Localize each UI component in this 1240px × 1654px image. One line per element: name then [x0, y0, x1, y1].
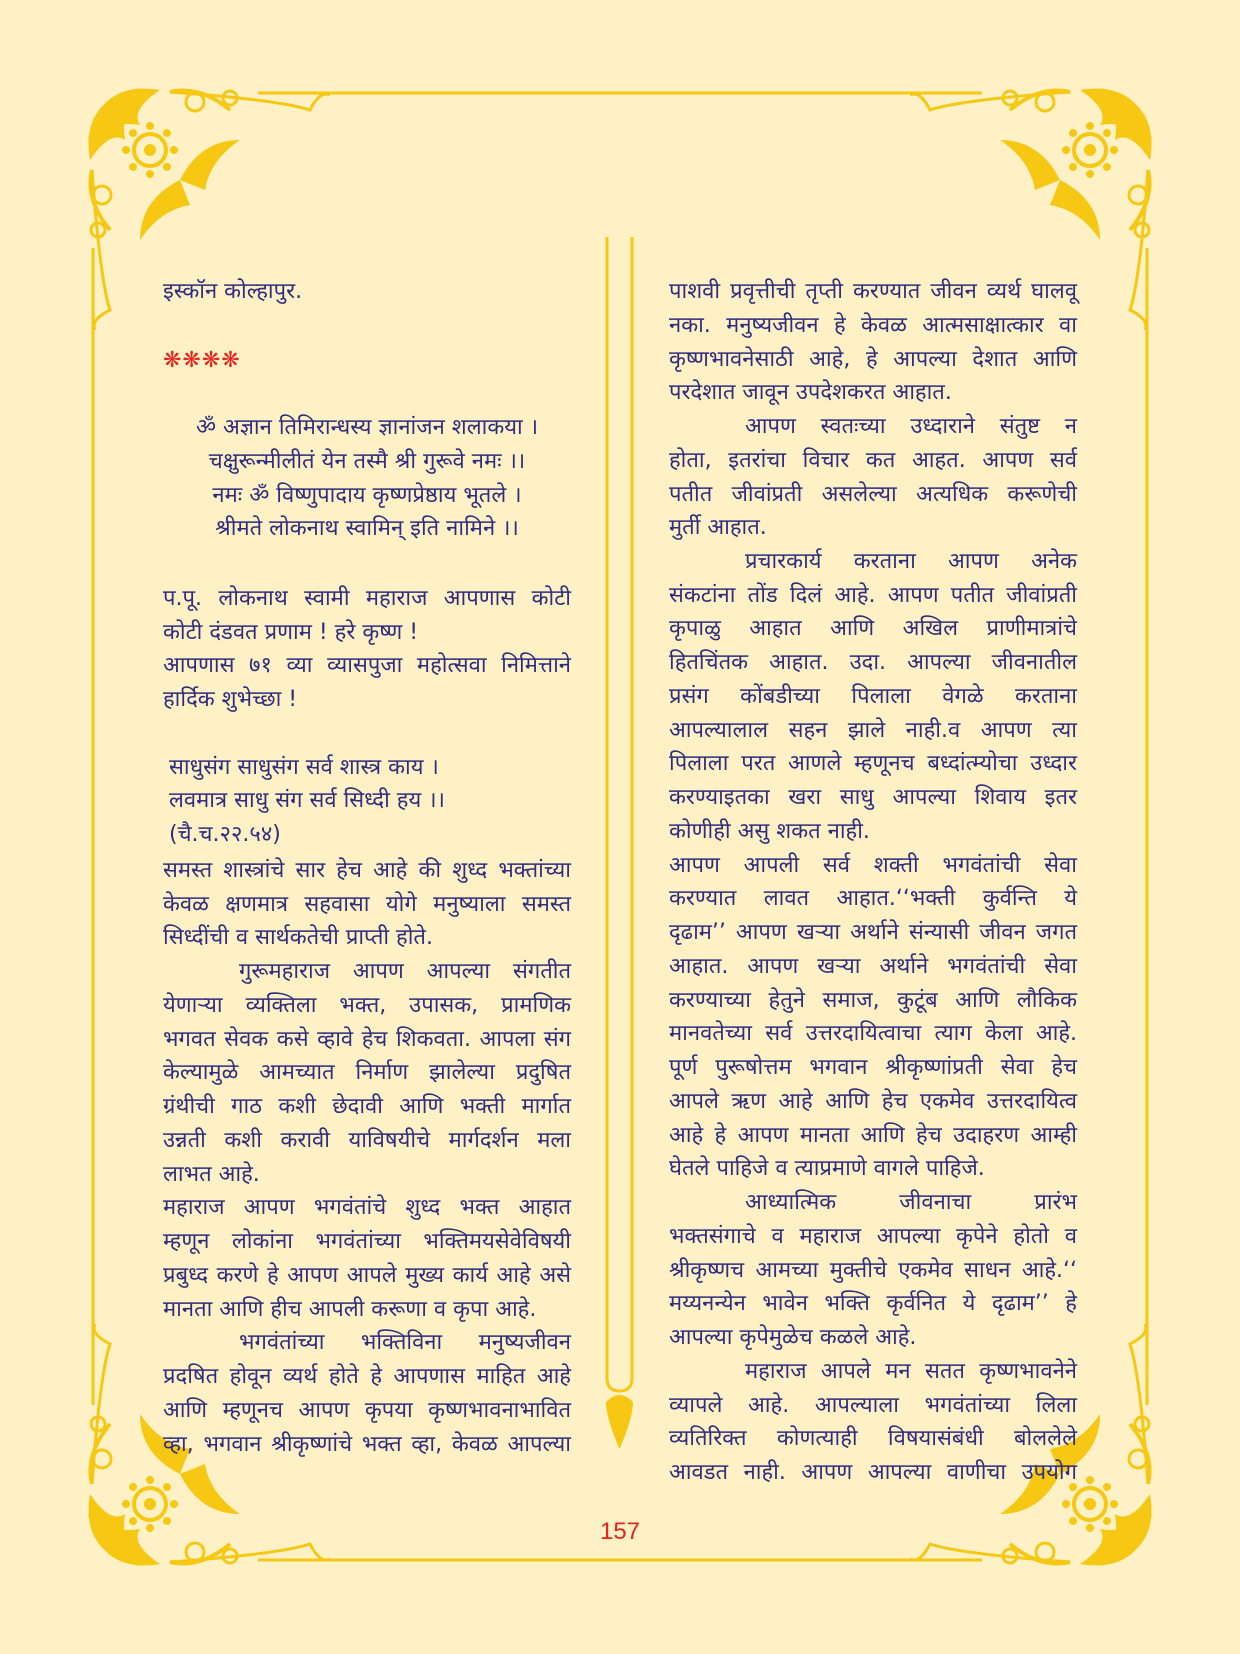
- column-divider: [607, 237, 632, 1391]
- text-line: आहे हे आपण मानता आणि हेच उदाहरण आम्ही: [669, 1122, 1077, 1148]
- text-line: म्हणून लोकांना भगवंतांच्या भक्तिमयसेवेविषयी: [163, 1229, 571, 1255]
- text-line: व्यापले आहे. आपल्याला भगवंतांच्या लिला: [669, 1392, 1077, 1418]
- text-line: मानता आणि हीच आपली करूणा व कृपा आहे.: [163, 1296, 537, 1322]
- text-line: सिध्दींची व सार्थकतेची प्राप्ती होते.: [163, 925, 433, 951]
- stars-separator-icon: ❋❋❋❋: [163, 347, 241, 373]
- text-line: कोटी दंडवत प्रणाम ! हरे कृष्ण !: [163, 619, 419, 645]
- text-line: महाराज आपले मन सतत कृष्णभावनेने: [745, 1358, 1077, 1384]
- text-line: प्रसंग कोंबडीच्या पिलाला वेगळे करताना: [669, 683, 1077, 709]
- text-line: कृपाळु आहात आणि अखिल प्राणीमात्रांचे: [669, 616, 1077, 642]
- text-line: महाराज आपण भगवंतांचे शुध्द भक्त आहात: [163, 1195, 571, 1221]
- text-line: व्हा, भगवान श्रीकृष्णांचे भक्त व्हा, केवळ आपल्या: [163, 1431, 571, 1457]
- text-line: आपल्या कृपेमुळेच कळले आहे.: [669, 1325, 917, 1351]
- text-line: परदेशात जावून उपदेशकरत आहात.: [669, 380, 952, 406]
- signature-line: इस्कॉन कोल्हापुर.: [163, 279, 303, 305]
- text-line: नका. मनुष्यजीवन हे केवळ आत्मसाक्षात्कार वा: [669, 312, 1077, 338]
- text-line: मय्यनन्येन भावेन भक्ति कृर्वनित ये दृढाम’’ हे: [669, 1291, 1077, 1317]
- text-line: पिलाला परत आणले म्हणूनच बध्दांत्म्योचा उध्दार: [669, 751, 1077, 777]
- page-number: 157: [599, 1518, 641, 1545]
- text-line: प.पू. लोकनाथ स्वामी महाराज आपणास कोटी: [163, 585, 571, 611]
- text-line: दृढाम’’ आपण खऱ्या अर्थाने संन्यासी जीवन जगत: [669, 920, 1077, 946]
- text-line: येणाऱ्या व्यक्तिला भक्त, उपासक, प्रामणिक: [163, 992, 571, 1018]
- text-line: मानवतेच्या सर्व उत्तरदायित्वाचा त्याग केला आहे.: [669, 1021, 1077, 1047]
- text-line: पूर्ण पुरूषोत्तम भगवान श्रीकृष्णांप्रती सेवा हेच: [669, 1055, 1077, 1081]
- text-line: आहात. आपण खऱ्या अर्थाने भगवंतांची सेवा: [669, 953, 1077, 979]
- verse-line: ॐ अज्ञान तिमिरान्धस्य ज्ञानांजन शलाकया ।: [195, 415, 539, 441]
- text-line: श्रीकृष्णच आमच्या मुक्तीचे एकमेव साधन आहे.‘‘: [669, 1257, 1077, 1283]
- text-line: समस्त शास्त्रांचे सार हेच आहे की शुध्द भक्तांच्या: [163, 857, 571, 883]
- text-line: आध्यात्मिक जीवनाचा प्रारंभ: [745, 1190, 1077, 1216]
- text-line: भक्तसंगाचे व महाराज आपल्या कृपेने होतो व: [669, 1223, 1077, 1249]
- text-line: प्रचारकार्य करताना आपण अनेक: [745, 549, 1077, 574]
- text-line: साधुसंग साधुसंग सर्व शास्त्र काय ।: [169, 754, 439, 780]
- text-line: केवळ क्षणमात्र सहवासा योगे मनुष्याला समस्त: [163, 891, 571, 917]
- text-line: लवमात्र साधु संग सर्व सिध्दी हय ।।: [169, 788, 445, 814]
- verse-line: नमः ॐ विष्णुपादाय कृष्णप्रेष्ठाय भूतले ।: [212, 482, 522, 508]
- verse-line: श्रीमते लोकनाथ स्वामिन् इति नामिने ।।: [215, 516, 519, 542]
- text-line: उन्नती कशी करावी याविषयीचे मार्गदर्शन मला: [163, 1127, 571, 1153]
- text-line: व्यतिरिक्त कोणत्याही विषयासंबंधी बोललेले: [669, 1426, 1077, 1452]
- text-line: प्रबुध्द करणे हे आपण आपले मुख्य कार्य आहे असे: [163, 1262, 571, 1288]
- text-line: हार्दिक शुभेच्छा !: [163, 687, 298, 713]
- text-line: आपण स्वतःच्या उध्दाराने संतुष्ट न: [745, 414, 1077, 440]
- text-line: कृष्णभावनेसाठी आहे, हे आपल्या देशात आणि: [669, 346, 1077, 372]
- text-line: (चै.च.२२.५४): [169, 822, 281, 848]
- text-line: पतीत जीवांप्रती असलेल्या अत्यधिक करूणेची: [669, 481, 1077, 507]
- text-line: होता, इतरांचा विचार कत आहत. आपण सर्व: [669, 447, 1077, 473]
- text-line: केल्यामुळे आमच्यात निर्माण झालेल्या प्रदुषित: [163, 1060, 571, 1086]
- text-line: आणि म्हणूनच आपण कृपया कृष्णभावनाभावित: [163, 1397, 571, 1423]
- text-line: कोणीही असु शकत नाही.: [669, 818, 870, 844]
- text-line: गुरूमहाराज आपण आपल्या संगतीत: [239, 959, 571, 985]
- text-line: आपण आपली सर्व शक्ती भगवंतांची सेवा: [669, 852, 1077, 878]
- text-line: भगवत सेवक कसे व्हावे हेच शिकवता. आपला संग: [163, 1026, 571, 1052]
- text-line: करण्याच्या हेतुने समाज, कुटूंब आणि लौकिक: [669, 987, 1077, 1013]
- text-line: करण्याइतका खरा साधु आपल्या शिवाय इतर: [669, 785, 1077, 811]
- text-line: लाभत आहे.: [163, 1161, 260, 1187]
- text-line: प्रदषित होवून व्यर्थ होते हे आपणास माहित आहे: [163, 1364, 571, 1390]
- text-line: भगवंतांच्या भक्तिविना मनुष्यजीवन: [239, 1330, 571, 1356]
- text-line: मुर्ती आहात.: [669, 515, 767, 541]
- verse-line: चक्षुरून्मीलीतं येन तस्मै श्री गुरूवे नमः ।।: [208, 448, 526, 474]
- text-line: हितचिंतक आहात. उदा. आपल्या जीवनातील: [669, 650, 1077, 676]
- text-line: आपले ऋण आहे आणि हेच एकमेव उत्तरदायित्व: [669, 1088, 1077, 1114]
- column-divider-drop-icon: [606, 1395, 633, 1449]
- text-line: घेतले पाहिजे व त्याप्रमाणे वागले पाहिजे.: [669, 1156, 985, 1182]
- text-line: आपणास ७१ व्या व्यासपुजा महोत्सवा निमित्ताने: [163, 653, 571, 679]
- text-line: आपल्यालाल सहन झाले नाही.व आपण त्या: [669, 717, 1077, 743]
- text-line: आवडत नाही. आपण आपल्या वाणीचा उपयोग: [669, 1460, 1077, 1486]
- text-line: ग्रंथीची गाठ कशी छेदावी आणि भक्ती मार्गात: [163, 1094, 571, 1120]
- text-line: पाशवी प्रवृत्तीची तृप्ती करण्यात जीवन व्यर्थ घालवू: [669, 279, 1077, 305]
- text-line: संकटांना तोंड दिलं आहे. आपण पतीत जीवांप्रती: [669, 582, 1077, 608]
- text-line: करण्यात लावत आहात.‘‘भक्ती कुर्वन्ति ये: [669, 886, 1077, 912]
